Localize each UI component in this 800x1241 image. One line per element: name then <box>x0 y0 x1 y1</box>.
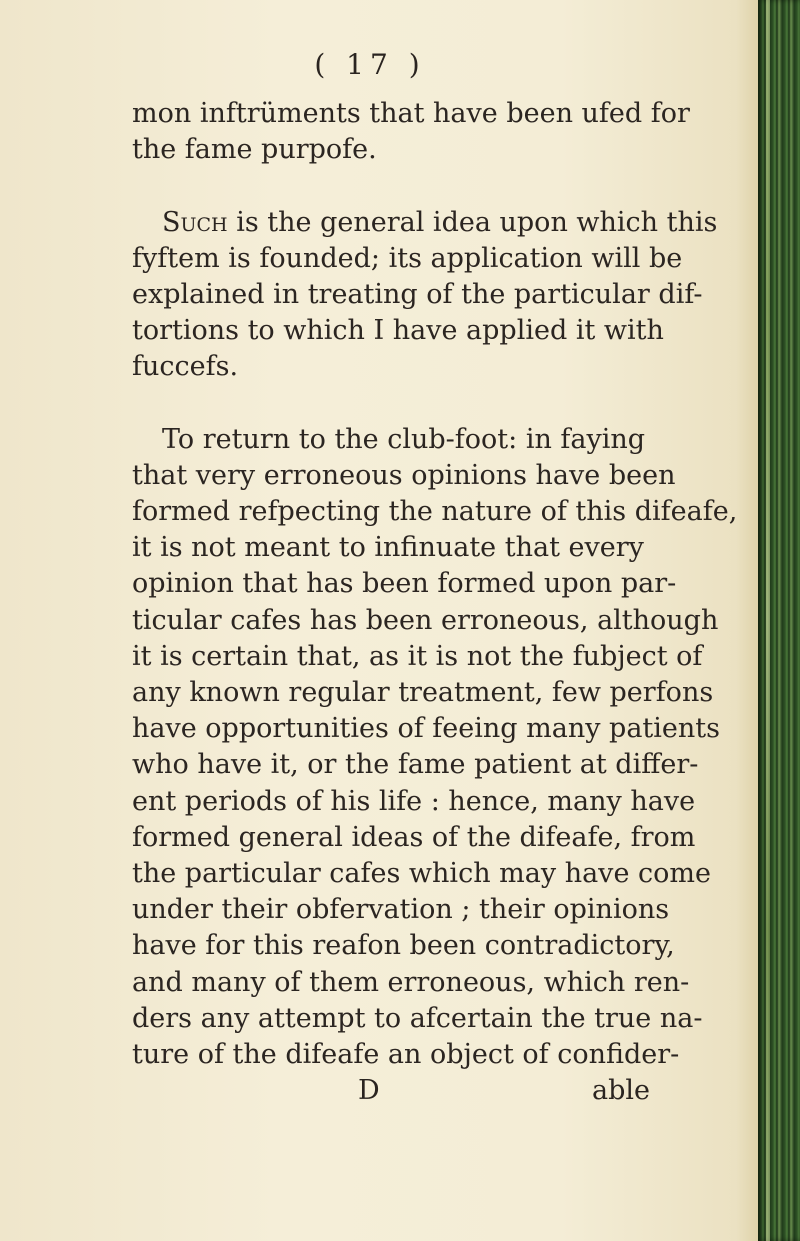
text-line: ticular cafes has been erroneous, although <box>132 604 719 636</box>
text-line: ders any attempt to afcertain the true na- <box>132 1002 703 1034</box>
footer-line <box>132 1073 672 1109</box>
text-line: ture of the difeafe an object of confider- <box>132 1038 680 1070</box>
text-line: and many of them erroneous, which ren- <box>132 966 690 998</box>
text-line: To return to the club-foot: in faying <box>162 423 646 455</box>
catchword: able <box>592 1075 650 1107</box>
small-caps-opening: Such <box>162 206 228 238</box>
paragraph-gap <box>132 386 672 422</box>
text-line: explained in treating of the particular dif- <box>132 278 703 310</box>
text-line: under their obfervation ; their opinions <box>132 894 670 926</box>
text-line <box>132 205 718 241</box>
text-line: that very erroneous opinions have been <box>132 459 676 491</box>
text-line: the particular cafes which may have come <box>132 857 711 889</box>
text-line: fuccefs. <box>132 351 239 383</box>
text-line: the fame purpofe. <box>132 134 377 166</box>
text-line: ent periods of his life : hence, many have <box>132 785 696 817</box>
signature-mark: D <box>358 1075 380 1107</box>
text-line: mon inftrüments that have been ufed for <box>132 98 690 129</box>
text-line: it is not meant to infinuate that every <box>132 532 644 564</box>
text-line: formed general ideas of the difeafe, from <box>132 821 696 853</box>
text-line: who have it, or the fame patient at differ- <box>132 749 699 781</box>
text-line: any known regular treatment, few perfons <box>132 677 714 708</box>
text-line: have opportunities of feeing many patients <box>132 713 720 745</box>
book-binding-edge <box>758 0 800 1241</box>
text-line: it is certain that, as it is not the fubject of <box>132 640 703 672</box>
text-line-rest: is the general idea upon which this <box>227 206 718 238</box>
page-number: ( 17 ) <box>314 48 426 81</box>
text-line: fyftem is founded; its application will be <box>132 242 683 274</box>
paragraph-gap <box>132 168 672 204</box>
text-line: tortions to which I have applied it with <box>132 315 664 347</box>
text-line: have for this reafon been contradictory, <box>132 930 675 962</box>
text-line: formed refpecting the nature of this difeafe, <box>132 496 738 528</box>
text-line: opinion that has been formed upon par- <box>132 568 677 600</box>
body-text <box>132 96 738 1109</box>
binding-gilt-strip <box>766 0 770 1241</box>
